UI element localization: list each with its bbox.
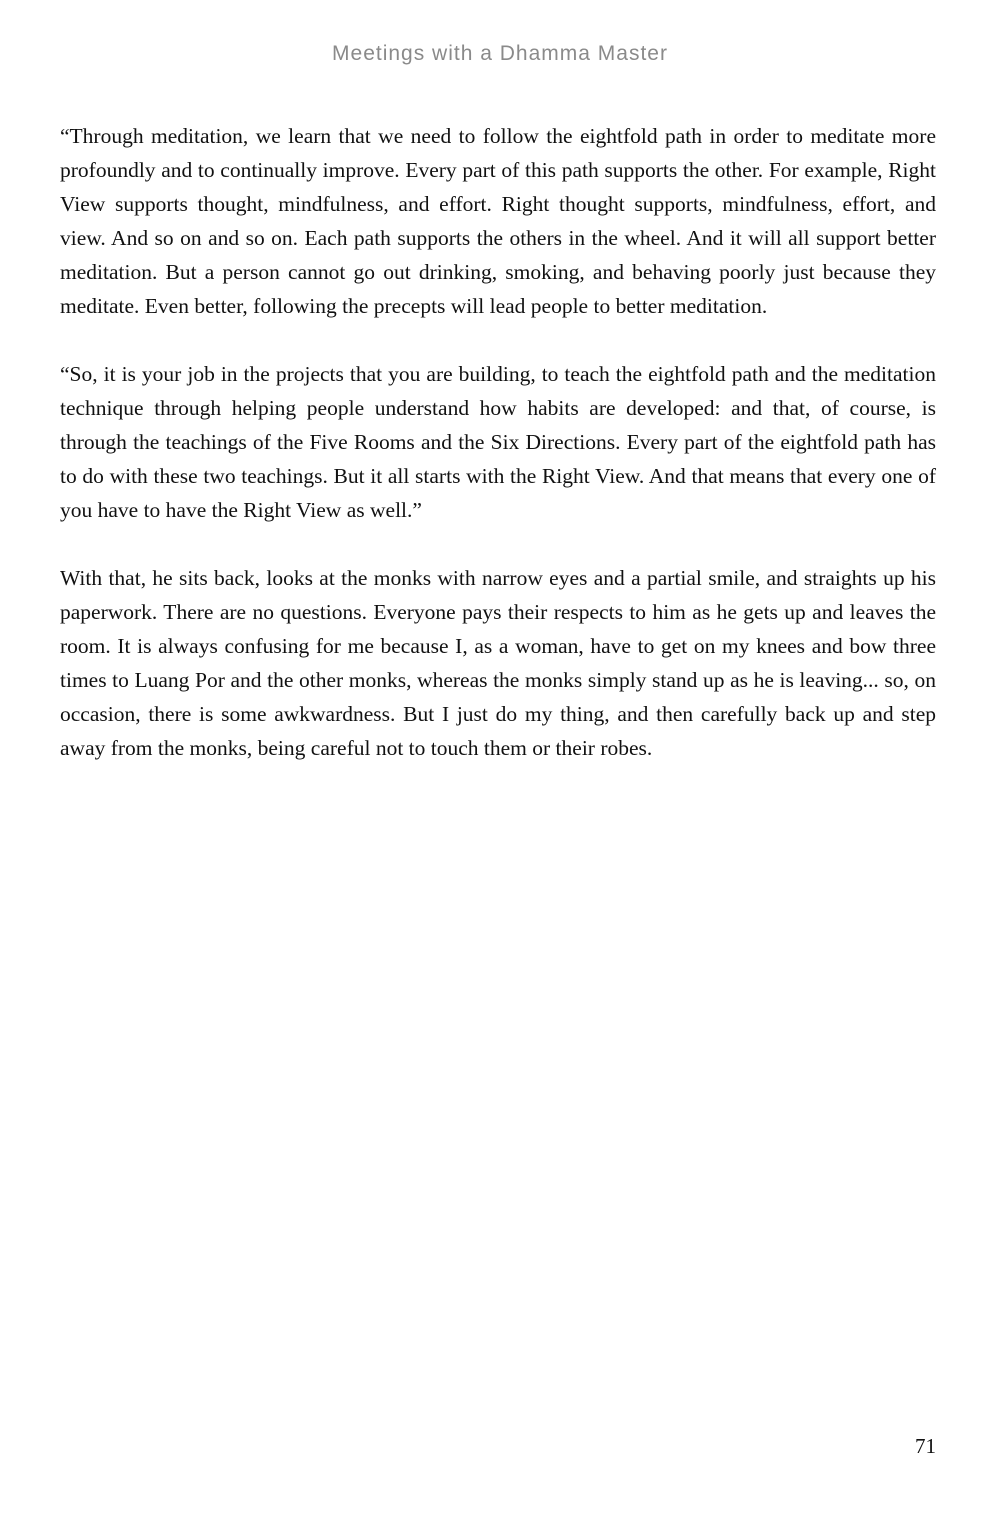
page-number: 71 (915, 1434, 936, 1458)
paragraph-2: “So, it is your job in the projects that you are building, to teach the eightfold path and the meditation technique through helping people understand how habits are developed: and that, of course, is through the teachings of the Five Rooms and the Six Directions. Every part of the eightfold path has to do with these two teachings. But it all starts with the Right View. And that means that every one of you have to have the Right View as well.” (60, 362, 936, 522)
body-text (60, 119, 936, 765)
paragraph-1: “Through meditation, we learn that we need to follow the eightfold path in order to meditate more profoundly and to continually improve. Every part of this path supports the other. For example, Right View supports thought, mindfulness, and effort. Right thought supports, mindfulness, effort, and view. And so on and so on. Each path supports the others in the wheel. And it will all support better meditation. But a person cannot go out drinking, smoking, and behaving poorly just because they meditate. Even better, following the precepts will lead people to better meditation. (60, 124, 936, 318)
paragraph-3: With that, he sits back, looks at the monks with narrow eyes and a partial smile, and straights up his paperwork. There are no questions. Everyone pays their respects to him as he gets up and leaves the room. It is always confusing for me because I, as a woman, have to get on my knees and bow three times to Luang Por and the other monks, whereas the monks simply stand up as he is leaving... so, on occasion, there is some awkwardness. But I just do my thing, and then carefully back up and step away from the monks, being careful not to touch them or their robes. (60, 566, 936, 760)
running-header: Meetings with a Dhamma Master (332, 42, 668, 65)
